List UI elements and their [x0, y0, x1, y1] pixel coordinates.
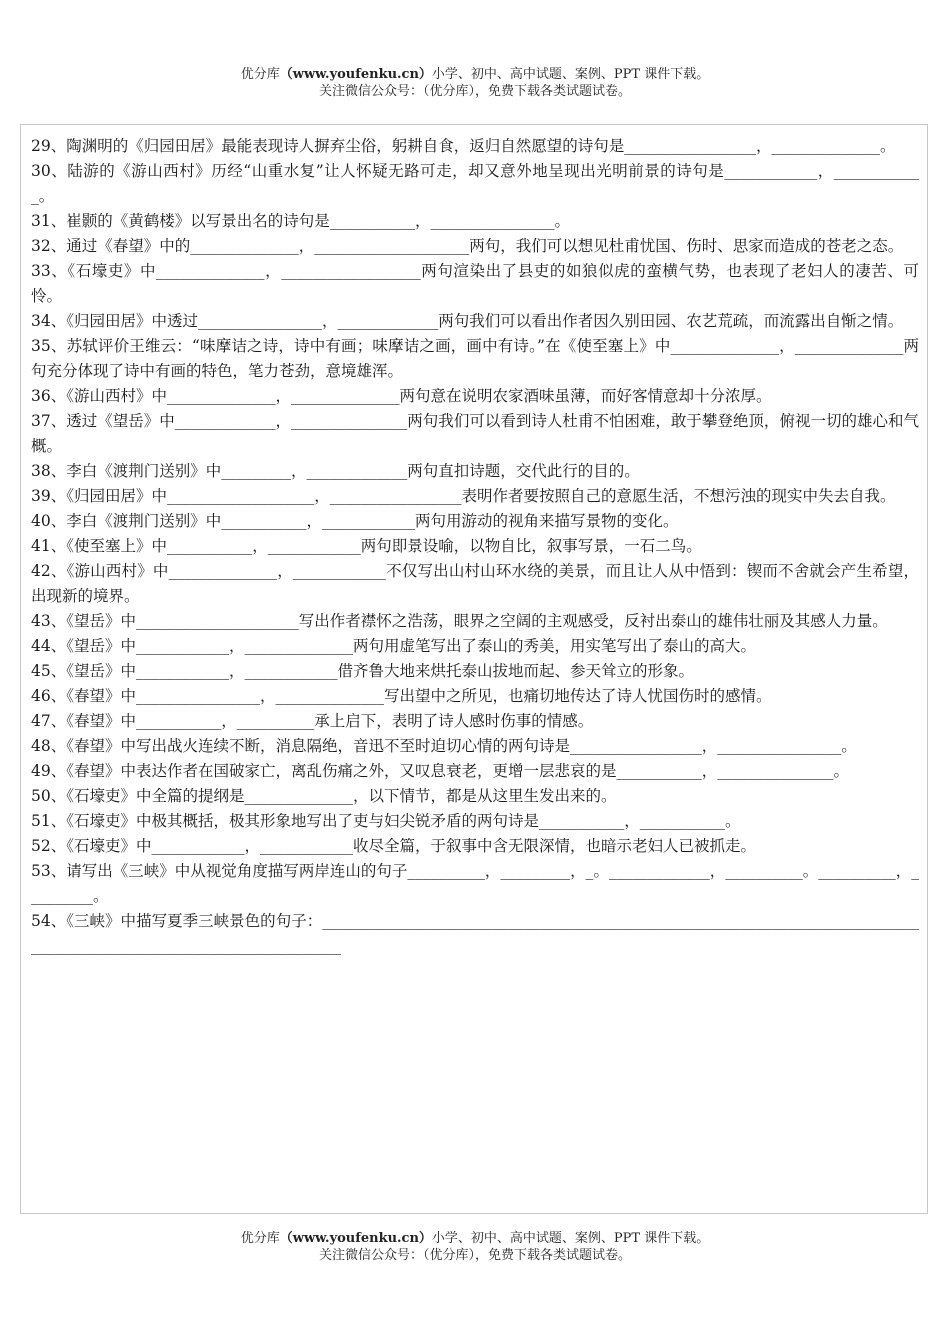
header-brand: 优分库	[240, 67, 280, 82]
header-description: 小学、初中、高中试题、案例、PPT 课件下载。	[431, 67, 710, 82]
question-49: 49、《春望》中表达作者在国破家亡，离乱伤痛之外，又叹息衰老，更增一层悲哀的是___________，_______________。	[31, 762, 849, 780]
question-48: 48、《春望》中写出战火连续不断，消息隔绝，音迅不至时迫切心情的两句诗是_________________，________________。	[31, 737, 857, 755]
page-footer	[0, 1230, 950, 1264]
question-34: 34、《归园田居》中透过________________，_____________两句我们可以看出作者因久别田园、农艺荒疏，而流露出自惭之情。	[31, 312, 904, 330]
footer-line-1	[0, 1230, 950, 1247]
footer-description: 小学、初中、高中试题、案例、PPT 课件下载。	[431, 1231, 710, 1246]
question-46: 46、《春望》中________________，______________写出望中之所见，也痛切地传达了诗人忧国伤时的感情。	[31, 687, 772, 705]
question-53: 53、请写出《三峡》中从视觉角度描写两岸连山的句子__________，_________，_。_____________，__________。__________，_________。	[31, 862, 919, 905]
question-44: 44、《望岳》中____________，______________两句用虚笔写出了泰山的秀美，用实笔写出了泰山的高大。	[31, 637, 756, 655]
question-32: 32、通过《春望》中的______________，____________________两句，我们可以想见杜甫忧国、伤时、思家而造成的苍老之态。	[31, 237, 904, 255]
footer-line-2: 关注微信公众号：（优分库），免费下载各类试题试卷。	[318, 1248, 631, 1263]
question-51: 51、《石壕吏》中极其概括，极其形象地写出了吏与妇尖锐矛盾的两句诗是___________，___________。	[31, 812, 741, 830]
question-list	[31, 134, 919, 959]
question-29: 29、陶渊明的《归园田居》最能表现诗人摒弃尘俗，躬耕自食，返归自然愿望的诗句是_________________，______________。	[31, 137, 896, 155]
question-41: 41、《使至塞上》中___________，____________两句即景设喻，以物自比，叙事写景，一石二鸟。	[31, 537, 702, 555]
question-33: 33、《石壕吏》中______________，__________________两句渲染出了县吏的如狼似虎的蛮横气势，也表现了老妇人的凄苦、可怜。	[31, 262, 919, 305]
question-36: 36、《游山西村》中______________，______________两句意在说明农家酒味虽薄，而好客情意却十分浓厚。	[31, 387, 772, 405]
question-35: 35、苏轼评价王维云：“味摩诘之诗，诗中有画；味摩诘之画，画中有诗。”在《使至塞上》中______________，______________两句充分体现了诗中有画的特色，笔力苍劲，意境雄浑。	[31, 337, 919, 380]
question-52: 52、《石壕吏》中____________，____________收尽全篇，于叙事中含无限深情，也暗示老妇人已被抓走。	[31, 837, 756, 855]
question-45: 45、《望岳》中____________，____________借齐鲁大地来烘托泰山拔地而起、参天耸立的形象。	[31, 662, 694, 680]
question-43: 43、《望岳》中_____________________写出作者襟怀之浩荡，眼界之空阔的主观感受，反衬出泰山的雄伟壮丽及其感人力量。	[31, 612, 888, 630]
question-38: 38、李白《渡荆门送别》中_________，_____________两句直扣诗题，交代此行的目的。	[31, 462, 640, 480]
question-47: 47、《春望》中___________，__________承上启下，表明了诗人感时伤事的情感。	[31, 712, 594, 730]
footer-site-link[interactable]: （www.youfenku.cn）	[279, 1231, 432, 1246]
question-40: 40、李白《渡荆门送别》中___________，____________两句用游动的视角来描写景物的变化。	[31, 512, 679, 530]
header-line-2: 关注微信公众号：（优分库），免费下载各类试题试卷。	[318, 84, 631, 99]
page-header	[0, 66, 950, 100]
header-line-1	[0, 66, 950, 83]
header-site-link[interactable]: （www.youfenku.cn）	[279, 67, 432, 82]
footer-brand: 优分库	[240, 1231, 280, 1246]
question-31: 31、崔颢的《黄鹤楼》以写景出名的诗句是___________，________________。	[31, 212, 570, 230]
question-50: 50、《石壕吏》中全篇的提纲是______________，以下情节，都是从这里生发出来的。	[31, 787, 617, 805]
question-54: 54、《三峡》中描写夏季三峡景色的句子：_____________________________________________________________________________________________________________________	[31, 912, 919, 955]
question-39: 39、《归园田居》中___________________，_________________表明作者要按照自己的意愿生活，不想污浊的现实中失去自我。	[31, 487, 896, 505]
question-37: 37、透过《望岳》中_____________，_______________两句我们可以看到诗人杜甫不怕困难，敢于攀登绝顶，俯视一切的雄心和气概。	[31, 412, 919, 455]
question-42: 42、《游山西村》中______________，____________不仅写出山村山环水绕的美景，而且让人从中悟到：锲而不舍就会产生希望，出现新的境界。	[31, 562, 919, 605]
question-30: 30、陆游的《游山西村》历经“山重水复”让人怀疑无路可走，却又意外地呈现出光明前景的诗句是____________，____________。	[31, 162, 919, 205]
